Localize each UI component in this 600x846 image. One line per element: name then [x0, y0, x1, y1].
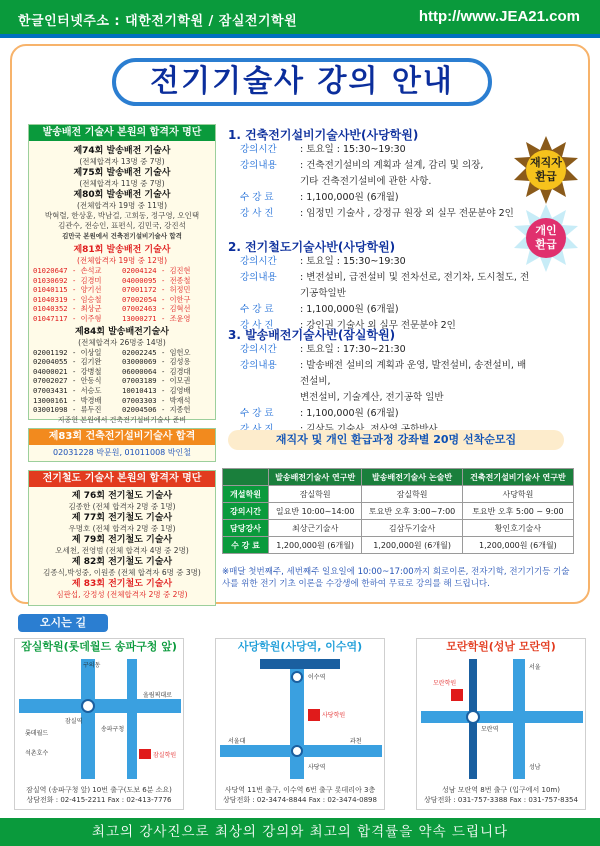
table-cell: 사당학원 [462, 486, 573, 503]
map-label: 서울 [529, 664, 541, 671]
info-row [240, 142, 530, 158]
info-row [240, 302, 530, 318]
info-key: 수 강 료 [240, 192, 274, 203]
passer-entry: 02001192 - 이상일 [33, 347, 102, 357]
info-value: : 임정민 기술사 , 강정규 원장 외 실무 전문분야 2인 [300, 208, 514, 219]
info-row [240, 358, 530, 390]
map-address [216, 785, 384, 805]
road [513, 659, 525, 779]
map-label: 롯데월드 [25, 730, 49, 737]
row-label: 강의시간 [223, 503, 269, 520]
info-value: : 토요일 : 15:30~19:30 [300, 256, 406, 267]
map-label: 이수역 [308, 674, 326, 681]
table-cell: 김삼두기술사 [362, 520, 463, 537]
map-address [417, 785, 585, 805]
round-75-sub: (전체합격자 11명 중 7명) [79, 179, 165, 188]
row-label: 수 강 료 [223, 537, 269, 554]
info-row [240, 158, 530, 174]
round-81-sub: (전체합격자 19명 중 12명) [76, 256, 168, 265]
passer-entry: 02002245 - 임헌오 [122, 347, 191, 357]
names-line: 김관수, 전승인, 표편식, 김민국, 강진석 [58, 221, 186, 230]
info-key [240, 390, 300, 406]
passer-entry: 10010413 - 김영배 [122, 385, 191, 395]
info-key: 수 강 료 [240, 408, 274, 419]
info-row [240, 190, 530, 206]
passer-entry: 04000021 - 강병철 [33, 366, 102, 376]
info-key: 강의시간 [240, 344, 277, 355]
info-key: 강 사 진 [240, 320, 274, 331]
course-2-title: 2. 전기철도기술사반(사당학원) [228, 240, 396, 254]
passer-entry: 07003303 - 박재석 [122, 395, 191, 405]
map-title: 잠실학원(롯데월드 송파구청 앞) [21, 640, 177, 653]
passer-entry: 01040115 - 양기선 [33, 285, 102, 295]
column-header: 건축전기설비기술사 연구반 [462, 469, 573, 486]
box-header: 제83회 건축전기설비기술사 합격 [29, 429, 215, 445]
station-marker [292, 746, 302, 756]
passer-entry: 04000095 - 전종철 [122, 275, 191, 285]
info-value: 기타 건축전기설비에 관한 사항. [300, 176, 432, 187]
table-cell: 잠실학원 [362, 486, 463, 503]
map-label: 성남 [529, 764, 541, 771]
map-sadang [215, 638, 385, 810]
table-cell: 최상근기술사 [269, 520, 362, 537]
round-83-sub: 심판섭, 강정성 (전체합격자 2명 중 2명) [56, 590, 188, 599]
info-value: : 토요일 : 17:30~21:30 [300, 344, 406, 355]
round-82-sub: 김종식,박성중, 이원종 (전체 합격자 6명 중 3명) [43, 568, 201, 577]
info-value: : 발송배전 설비의 계획과 운영, 발전설비, 송전설비, 배전설비, [300, 360, 527, 387]
map-label: 과천 [350, 738, 362, 745]
table-cell: 황인호기술사 [462, 520, 573, 537]
info-value: : 변전설비, 급전설비 및 전차선로, 전기차, 도시철도, 전기공학일반 [300, 272, 530, 299]
info-key [240, 174, 300, 190]
map-moran-drawing [421, 659, 583, 779]
phone-line: 상담전화 : 02-415-2211 Fax : 02-413-7776 [26, 796, 172, 804]
round-75: 제75회 발송배전 기술사 [73, 168, 171, 178]
names-line: 박혁렬, 한상훈, 박남걸, 고희동, 정구영, 오인택 [44, 211, 200, 220]
personal-refund-badge [512, 204, 580, 272]
round-81-list [29, 266, 215, 324]
road [81, 659, 95, 779]
round-83: 제 83회 전기철도 기술사 [71, 579, 173, 589]
passer-entry: 02004055 - 김기완 [33, 357, 102, 367]
table-row [223, 503, 574, 520]
round-79-sub: 오세천, 전영범 (전체 합격자 4명 중 2명) [55, 546, 189, 555]
passer-entry: 07002054 - 이한구 [122, 294, 191, 304]
map-jamsil [14, 638, 184, 810]
info-row [240, 390, 530, 406]
map-label: 구의동 [83, 662, 101, 669]
station-marker [82, 700, 94, 712]
table-row [223, 486, 574, 503]
box-header: 발송배전 기술사 본원의 합격자 명단 [29, 125, 215, 141]
table-row [223, 520, 574, 537]
course-1-info [240, 142, 530, 222]
directions-header: 오시는 길 [18, 614, 108, 632]
info-value: : 1,100,000원 (6개월) [300, 304, 399, 315]
round-82: 제 82회 전기철도 기술사 [71, 557, 173, 567]
map-title: 사당학원(사당역, 이수역) [237, 640, 363, 653]
free-lecture-note: ※매달 첫번째주, 세번째주 일요일에 10:00~17:00까지 회로이론, 전자기학, 전기기기등 기술사를 위한 전기 기초 이론을 수강생에 한하여 무료로 강의를 해 드립니다. [222, 567, 570, 589]
info-value: : 토요일 : 15:30~19:30 [300, 144, 406, 155]
map-address [15, 785, 183, 805]
info-row [240, 406, 530, 422]
round-84: 제84회 발송배전기술사 [75, 326, 169, 337]
course-2-info [240, 254, 530, 334]
footer-slogan: 최고의 강사진으로 최상의 강의와 최고의 합격률을 약속 드립니다 [0, 818, 600, 846]
info-key: 수 강 료 [240, 304, 274, 315]
table-cell: 잠실학원 [269, 486, 362, 503]
building-electric-passers-box [28, 428, 216, 462]
top-stripe [0, 34, 600, 38]
map-label: 사당학원 [322, 712, 346, 719]
column-header: 발송배전기술사 연구반 [269, 469, 362, 486]
round-74: 제74회 발송배전 기술사 [73, 146, 171, 156]
info-key: 강의내용 [240, 360, 277, 371]
map-label: 올림픽대로 [143, 692, 172, 699]
note-line: 지종헌 본원에서 건축전기설비기술사 준비 [57, 415, 187, 424]
address-line: 성남 모란역 8번 출구 (입구에서 10m) [442, 786, 560, 794]
passer-entry: 01030692 - 김경미 [33, 275, 102, 285]
map-jamsil-drawing [19, 659, 181, 779]
address-line: 잠실역 (송파구청 앞) 10번 출구(도보 6분 소요) [26, 786, 172, 794]
academy-marker [451, 689, 463, 701]
map-label: 모란학원 [433, 680, 457, 687]
course-table [222, 468, 574, 554]
round-76: 제 76회 전기철도 기술사 [71, 491, 173, 501]
info-key: 강의내용 [240, 160, 277, 171]
map-label: 잠실역 [65, 718, 83, 725]
website-link[interactable]: http://www.JEA21.com [418, 8, 580, 25]
passer-entry: 07002463 - 김혁선 [122, 304, 191, 314]
passer-entry: 07001172 - 허정민 [122, 285, 191, 295]
table-cell: 토요반 오후 3:00~7:00 [362, 503, 463, 520]
info-key: 강의시간 [240, 256, 277, 267]
address-line: 사당역 11번 출구, 이수역 6번 출구 롯데리아 3층 [224, 786, 376, 794]
phone-line: 상담전화 : 02-3474-8844 Fax : 02-3474-0898 [223, 796, 377, 804]
course-3-title: 3. 발송배전기술사반(잠실학원) [228, 328, 396, 342]
road [19, 699, 181, 713]
badge-label: 개인 환급 [535, 224, 557, 251]
round-76-sub: 김종한 (전체 합격자 2명 중 1명) [68, 502, 176, 511]
info-key: 강 사 진 [240, 208, 274, 219]
map-label: 서울대 [228, 738, 246, 745]
road [127, 659, 137, 779]
map-label: 사당역 [308, 764, 326, 771]
table-cell: 일요반 10:00~14:00 [269, 503, 362, 520]
map-label: 석촌호수 [25, 750, 49, 757]
info-row [240, 270, 530, 302]
map-label: 잠실학원 [153, 752, 177, 759]
course-3-info [240, 342, 530, 438]
passer-entry: 03000069 - 김성용 [122, 357, 191, 367]
map-sadang-drawing [220, 659, 382, 779]
station-marker [292, 672, 302, 682]
road [421, 711, 583, 723]
korean-address: 한글인터넷주소 : 대한전기학원 / 잠실전기학원 [18, 14, 298, 29]
info-value: : 강인권 기술사 외 실무 전문분야 2인 [300, 320, 456, 331]
table-row [223, 537, 574, 554]
round-84-list [29, 348, 215, 415]
row-label: 개설학원 [223, 486, 269, 503]
passer-entry: 07002027 - 안동식 [33, 376, 102, 386]
info-row [240, 206, 530, 222]
road [260, 659, 340, 669]
recruit-banner: 재직자 및 개인 환급과정 강좌별 20명 선착순모집 [228, 430, 564, 450]
passer-entry: 01040352 - 최상군 [33, 304, 102, 314]
column-header: 발송배전기술사 논술반 [362, 469, 463, 486]
table-cell: 토요반 오후 5:00 ~ 9:00 [462, 503, 573, 520]
employee-refund-badge [512, 136, 580, 204]
phone-line: 상담전화 : 031-757-3388 Fax : 031-757-8354 [424, 796, 578, 804]
passer-entry: 03001098 - 류두진 [33, 405, 102, 415]
info-value: : 1,100,000원 (6개월) [300, 192, 399, 203]
course-1-title: 1. 건축전기설비기술사반(사당학원) [228, 128, 419, 142]
box-header: 전기철도 기술사 본원의 합격자 명단 [29, 471, 215, 487]
passer-entry: 01020647 - 손석교 [33, 266, 102, 275]
map-label: 모란역 [481, 726, 499, 733]
power-engineer-passers-box [28, 124, 216, 424]
info-row [240, 254, 530, 270]
passer-entry: 02004506 - 지종헌 [122, 405, 191, 415]
info-value: : 1,100,000원 (6개월) [300, 408, 399, 419]
table-corner [223, 469, 269, 486]
info-row [240, 342, 530, 358]
names-line: 02031228 박문원, 01011008 박인철 [53, 448, 191, 457]
round-77-sub: 우명호 (전체 합격자 2명 중 1명) [68, 524, 176, 533]
info-key: 강의시간 [240, 144, 277, 155]
top-bar [0, 0, 600, 38]
passer-entry: 01047117 - 이주형 [33, 313, 102, 323]
round-80-sub: (전체합격자 19명 중 11명) [76, 201, 168, 210]
round-79: 제 79회 전기철도 기술사 [71, 535, 173, 545]
passer-entry: 06000064 - 김경대 [122, 366, 191, 376]
passer-entry: 07003189 - 이모권 [122, 376, 191, 386]
info-value: : 건축전기설비의 계획과 설계, 감리 및 의장, [300, 160, 484, 171]
passer-entry: 07003431 - 서승도 [33, 385, 102, 395]
railway-passers-box [28, 470, 216, 606]
station-marker [467, 711, 479, 723]
round-80: 제80회 발송배전 기술사 [73, 190, 171, 200]
info-value: 변전설비, 기술계산, 전기공학 일반 [300, 392, 444, 403]
academy-marker [308, 709, 320, 721]
badge-label: 재직자 환급 [530, 156, 562, 183]
table-cell: 1,200,000원 (6개월) [269, 537, 362, 554]
round-81: 제81회 발송배전 기술사 [73, 245, 171, 255]
passer-entry: 01040319 - 임승철 [33, 294, 102, 304]
round-84-sub: (전체합격자 26명중 14명) [78, 337, 166, 347]
academy-marker [139, 749, 151, 759]
info-key: 강의내용 [240, 272, 277, 283]
round-74-sub: (전체합격자 13명 중 7명) [79, 157, 165, 166]
map-label: 송파구청 [101, 726, 125, 733]
table-header-row [223, 469, 574, 486]
map-moran [416, 638, 586, 810]
table-cell: 1,200,000원 (6개월) [362, 537, 463, 554]
row-label: 담당강사 [223, 520, 269, 537]
table-cell: 1,200,000원 (6개월) [462, 537, 573, 554]
passer-entry: 13000271 - 조윤영 [122, 313, 191, 323]
note-line: 김만국 본원에서 건축전기설비기술사 합격 [62, 232, 182, 240]
page-title: 전기기술사 강의 안내 [112, 58, 492, 106]
passer-entry: 02004124 - 김진현 [122, 266, 191, 275]
round-77: 제 77회 전기철도 기술사 [71, 513, 173, 523]
passer-entry: 13000161 - 박경배 [33, 395, 102, 405]
map-title: 모란학원(성남 모란역) [446, 640, 556, 653]
info-row [240, 174, 530, 190]
